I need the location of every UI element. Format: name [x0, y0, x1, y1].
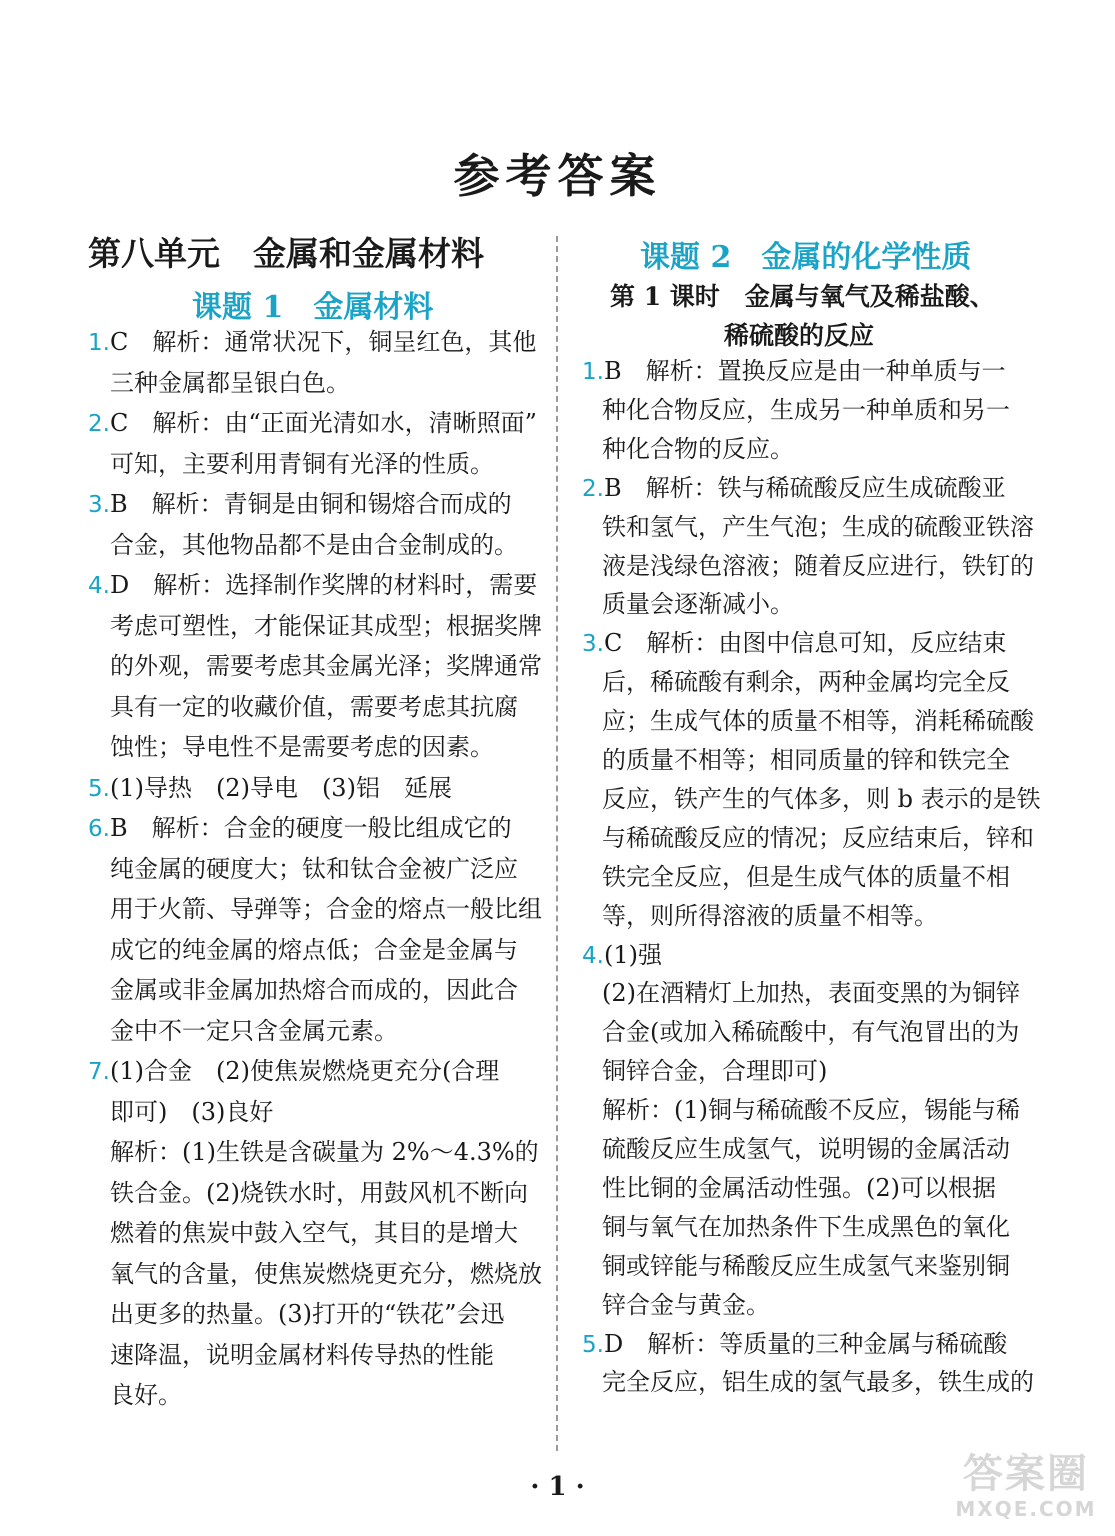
answer-line — [110, 975, 518, 1005]
answer-line — [602, 1056, 827, 1086]
answer-text: 铜与氧气在加热条件下生成黑色的氧化 — [602, 1212, 1010, 1241]
question-number: 4. — [582, 942, 604, 969]
answer-line — [88, 813, 512, 844]
answer-text: 与稀硫酸反应的情况；反应结束后，锌和 — [602, 823, 1034, 852]
answer-text: 种化合物的反应。 — [602, 434, 794, 463]
answer-line — [602, 1173, 996, 1203]
answer-line — [88, 408, 537, 439]
answer-line — [602, 978, 1020, 1008]
answer-line — [88, 327, 536, 358]
answer-text: 的质量不相等；相同质量的锌和铁完全 — [602, 746, 1010, 774]
answer-text: B 解析：青铜是由铜和锡熔合而成的 — [109, 490, 512, 518]
answer-text: 蚀性；导电性不是需要考虑的因素。 — [110, 733, 494, 761]
answer-text: 解析：(1)铜与稀硫酸不反应，锡能与稀 — [602, 1096, 1020, 1125]
answer-text: B 解析：合金的硬度一般比组成它的 — [109, 814, 512, 842]
answer-text: 成它的纯金属的熔点低；合金是金属与 — [110, 935, 518, 964]
answer-line — [110, 651, 542, 681]
answer-text: (1)合金 (2)使焦炭燃烧更充分(合理 — [109, 1057, 500, 1085]
answer-text: C 解析：由图中信息可知，反应结束 — [603, 629, 1007, 658]
question-number: 1. — [88, 330, 110, 356]
answer-line — [110, 449, 494, 479]
answer-text: 的外观，需要考虑其金属光泽；奖牌通常 — [110, 652, 542, 680]
answer-line — [110, 611, 542, 641]
question-number: 6. — [88, 816, 110, 842]
answer-text: 合金，其他物品都不是由合金制成的。 — [110, 530, 518, 559]
answer-text: 铁合金。(2)烧铁水时，用鼓风机不断向 — [110, 1178, 528, 1207]
answer-line — [582, 940, 662, 971]
answer-line — [582, 356, 1006, 387]
page-title: 参考答案 — [453, 149, 662, 203]
answer-line — [602, 823, 1034, 853]
answer-text: D 解析：等质量的三种金属与稀硫酸 — [603, 1329, 1008, 1358]
answer-line — [110, 1016, 398, 1046]
answer-line — [110, 1299, 505, 1329]
answer-text: 用于火箭、导弹等；合金的熔点一般比组 — [110, 895, 542, 923]
question-number: 5. — [88, 775, 110, 802]
answer-text: 铁完全反应，但是生成气体的质量不相 — [602, 862, 1010, 891]
answer-line — [602, 434, 794, 464]
answer-text: 燃着的焦炭中鼓入空气，其目的是增大 — [110, 1219, 518, 1247]
answer-text: 金中不一定只含金属元素。 — [110, 1016, 398, 1045]
answer-line — [110, 1178, 528, 1208]
answer-text: 解析：(1)生铁是含碳量为 2%～4.3%的 — [110, 1138, 539, 1166]
answer-line — [602, 551, 1034, 581]
answer-line — [602, 395, 1010, 425]
answer-text: 良好。 — [110, 1381, 182, 1409]
answer-line — [602, 589, 794, 619]
answer-line — [110, 854, 518, 884]
question-number: 2. — [582, 475, 604, 502]
question-number: 3. — [88, 492, 110, 518]
answer-text: 合金(或加入稀硫酸中，有气泡冒出的为 — [602, 1018, 1020, 1047]
answer-line — [602, 1290, 770, 1320]
watermark-line-1: 答案圈 — [963, 1451, 1089, 1497]
period-title-line-2: 稀硫酸的反应 — [724, 321, 875, 350]
answer-line — [110, 1340, 494, 1370]
answer-text: 具有一定的收藏价值，需要考虑其抗腐 — [110, 692, 518, 721]
answer-line — [110, 1380, 182, 1410]
answer-text: 即可) (3)良好 — [110, 1097, 274, 1126]
answer-text: 可知，主要利用青铜有光泽的性质。 — [110, 449, 494, 478]
answer-line — [602, 1017, 1019, 1047]
answer-text: 考虑可塑性，才能保证其成型；根据奖牌 — [110, 611, 542, 640]
answer-line — [602, 745, 1010, 775]
answer-text: 应；生成气体的质量不相等，消耗稀硫酸 — [602, 707, 1034, 736]
answer-text: 铁和氢气，产生气泡；生成的硫酸亚铁溶 — [602, 512, 1034, 541]
answer-text: C 解析：由“正面光清如水，清晰照面” — [109, 409, 537, 437]
answer-text: 等，则所得溶液的质量不相等。 — [602, 901, 938, 930]
answer-line — [602, 1251, 1010, 1281]
answer-text: 性比铜的金属活动性强。(2)可以根据 — [602, 1173, 996, 1202]
answer-line — [602, 706, 1034, 736]
answer-line — [602, 901, 938, 931]
answer-text: 出更多的热量。(3)打开的“铁花”会迅 — [110, 1300, 505, 1328]
lesson-1-title: 课题 1 金属材料 — [192, 290, 434, 325]
answer-line — [110, 732, 494, 762]
answer-line — [582, 628, 1006, 659]
answer-line — [110, 1137, 539, 1167]
answer-line — [602, 784, 1041, 814]
question-number: 7. — [88, 1059, 110, 1085]
answer-text: 速降温，说明金属材料传导热的性能 — [110, 1340, 494, 1369]
question-number: 1. — [582, 359, 604, 385]
answer-line — [110, 1097, 273, 1127]
answer-text: (1)强 — [603, 940, 662, 969]
answer-line — [110, 894, 542, 924]
watermark-line-2: MXQE.COM — [955, 1497, 1097, 1521]
answer-line — [602, 1212, 1010, 1242]
answer-line — [110, 935, 518, 965]
answer-line — [110, 692, 518, 722]
answer-text: 氧气的含量，使焦炭燃烧更充分，燃烧放 — [110, 1259, 542, 1288]
unit-title: 第八单元 金属和金属材料 — [88, 234, 484, 273]
answer-line — [110, 530, 518, 560]
answer-line — [602, 1095, 1020, 1125]
period-title-line-1: 第 1 课时 金属与氧气及稀盐酸、 — [610, 282, 995, 311]
answer-line — [88, 773, 452, 804]
answer-text: C 解析：通常状况下，铜呈红色，其他 — [109, 328, 537, 356]
question-number: 3. — [582, 631, 604, 658]
answer-line — [602, 1367, 1034, 1397]
column-divider — [556, 236, 558, 1451]
answer-text: 完全反应，铝生成的氢气最多，铁生成的 — [602, 1368, 1034, 1397]
answer-line — [582, 473, 1006, 504]
answer-text: B 解析：铁与稀硫酸反应生成硫酸亚 — [603, 473, 1006, 502]
answer-text: B 解析：置换反应是由一种单质与一 — [603, 357, 1006, 385]
answer-text: 铜锌合金，合理即可) — [602, 1057, 828, 1086]
answer-line — [602, 1134, 1010, 1164]
answer-text: 液是浅绿色溶液；随着反应进行，铁钉的 — [602, 551, 1034, 580]
watermark-logo — [946, 1452, 1106, 1532]
answer-text: 后，稀硫酸有剩余，两种金属均完全反 — [602, 668, 1010, 697]
answer-line — [110, 1218, 518, 1248]
answer-text: 纯金属的硬度大；钛和钛合金被广泛应 — [110, 854, 518, 883]
answer-text: (2)在酒精灯上加热，表面变黑的为铜锌 — [602, 979, 1020, 1008]
answer-text: D 解析：选择制作奖牌的材料时，需要 — [109, 571, 538, 599]
answer-text: 质量会逐渐减小。 — [602, 590, 794, 619]
answer-text: 三种金属都呈银白色。 — [110, 368, 350, 397]
answer-text: 种化合物反应，生成另一种单质和另一 — [602, 395, 1010, 424]
answer-text: 金属或非金属加热熔合而成的，因此合 — [110, 976, 518, 1004]
answer-line — [88, 489, 512, 520]
page-number: · 1 · — [530, 1472, 585, 1502]
answer-text: 反应，铁产生的气体多，则 b 表示的是铁 — [602, 784, 1041, 813]
question-number: 4. — [88, 573, 110, 599]
answer-line — [602, 512, 1034, 542]
question-number: 2. — [88, 411, 110, 437]
answer-line — [110, 368, 350, 398]
question-number: 5. — [582, 1331, 604, 1358]
answer-line — [602, 862, 1010, 892]
answer-line — [602, 667, 1010, 697]
answer-line — [88, 1056, 499, 1087]
answer-text: 硫酸反应生成氢气，说明锡的金属活动 — [602, 1135, 1010, 1163]
answer-line — [582, 1329, 1007, 1360]
answer-text: (1)导热 (2)导电 (3)铝 延展 — [109, 773, 452, 802]
answer-line — [88, 570, 537, 601]
answer-text: 锌合金与黄金。 — [602, 1290, 770, 1319]
lesson-2-title: 课题 2 金属的化学性质 — [640, 240, 972, 275]
answer-text: 铜或锌能与稀酸反应生成氢气来鉴别铜 — [602, 1251, 1010, 1280]
answer-line — [110, 1259, 542, 1289]
